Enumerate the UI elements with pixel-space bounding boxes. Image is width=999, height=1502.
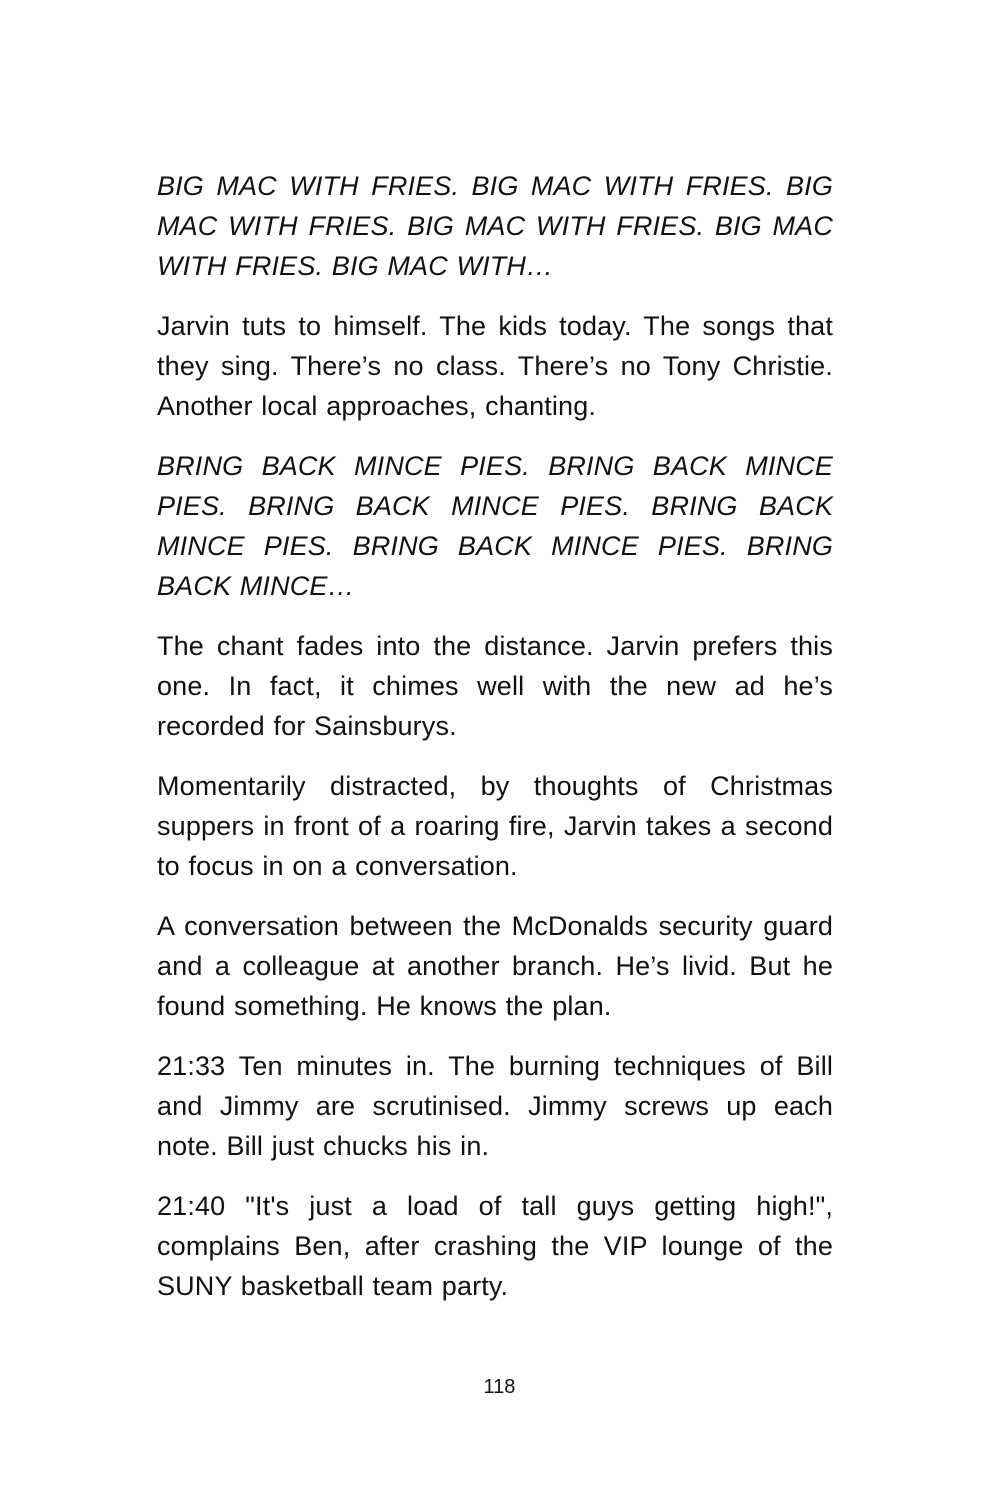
page-number: 118 [483,1376,516,1398]
paragraph-jarvin-tuts: Jarvin tuts to himself. The kids today. The songs that they sing. There’s no class. There’s no Tony Christie. Another local approaches, chanting. [157,311,833,421]
chant-paragraph-big-mac: BIG MAC WITH FRIES. BIG MAC WITH FRIES. BIG MAC WITH FRIES. BIG MAC WITH FRIES. BIG MAC WITH FRIES. BIG MAC WITH… [157,171,833,281]
paragraph-momentarily-distracted: Momentarily distracted, by thoughts of Christmas suppers in front of a roaring fire, Jarvin takes a second to focus in on a conversation. [157,771,833,881]
paragraph-2133: 21:33 Ten minutes in. The burning techniques of Bill and Jimmy are scrutinised. Jimmy screws up each note. Bill just chucks his in. [157,1051,833,1161]
page-body [157,166,833,1326]
paragraph-chant-fades: The chant fades into the distance. Jarvin prefers this one. In fact, it chimes well with the new ad he’s recorded for Sainsburys. [157,631,833,741]
chant-paragraph-mince-pies: BRING BACK MINCE PIES. BRING BACK MINCE PIES. BRING BACK MINCE PIES. BRING BACK MINCE PIES. BRING BACK MINCE PIES. BRING BACK MINCE… [157,451,833,601]
paragraph-conversation: A conversation between the McDonalds security guard and a colleague at another branch. He’s livid. But he found something. He knows the plan. [157,911,833,1021]
paragraph-2140: 21:40 "It's just a load of tall guys getting high!", complains Ben, after crashing the VIP lounge of the SUNY basketball team party. [157,1191,833,1301]
